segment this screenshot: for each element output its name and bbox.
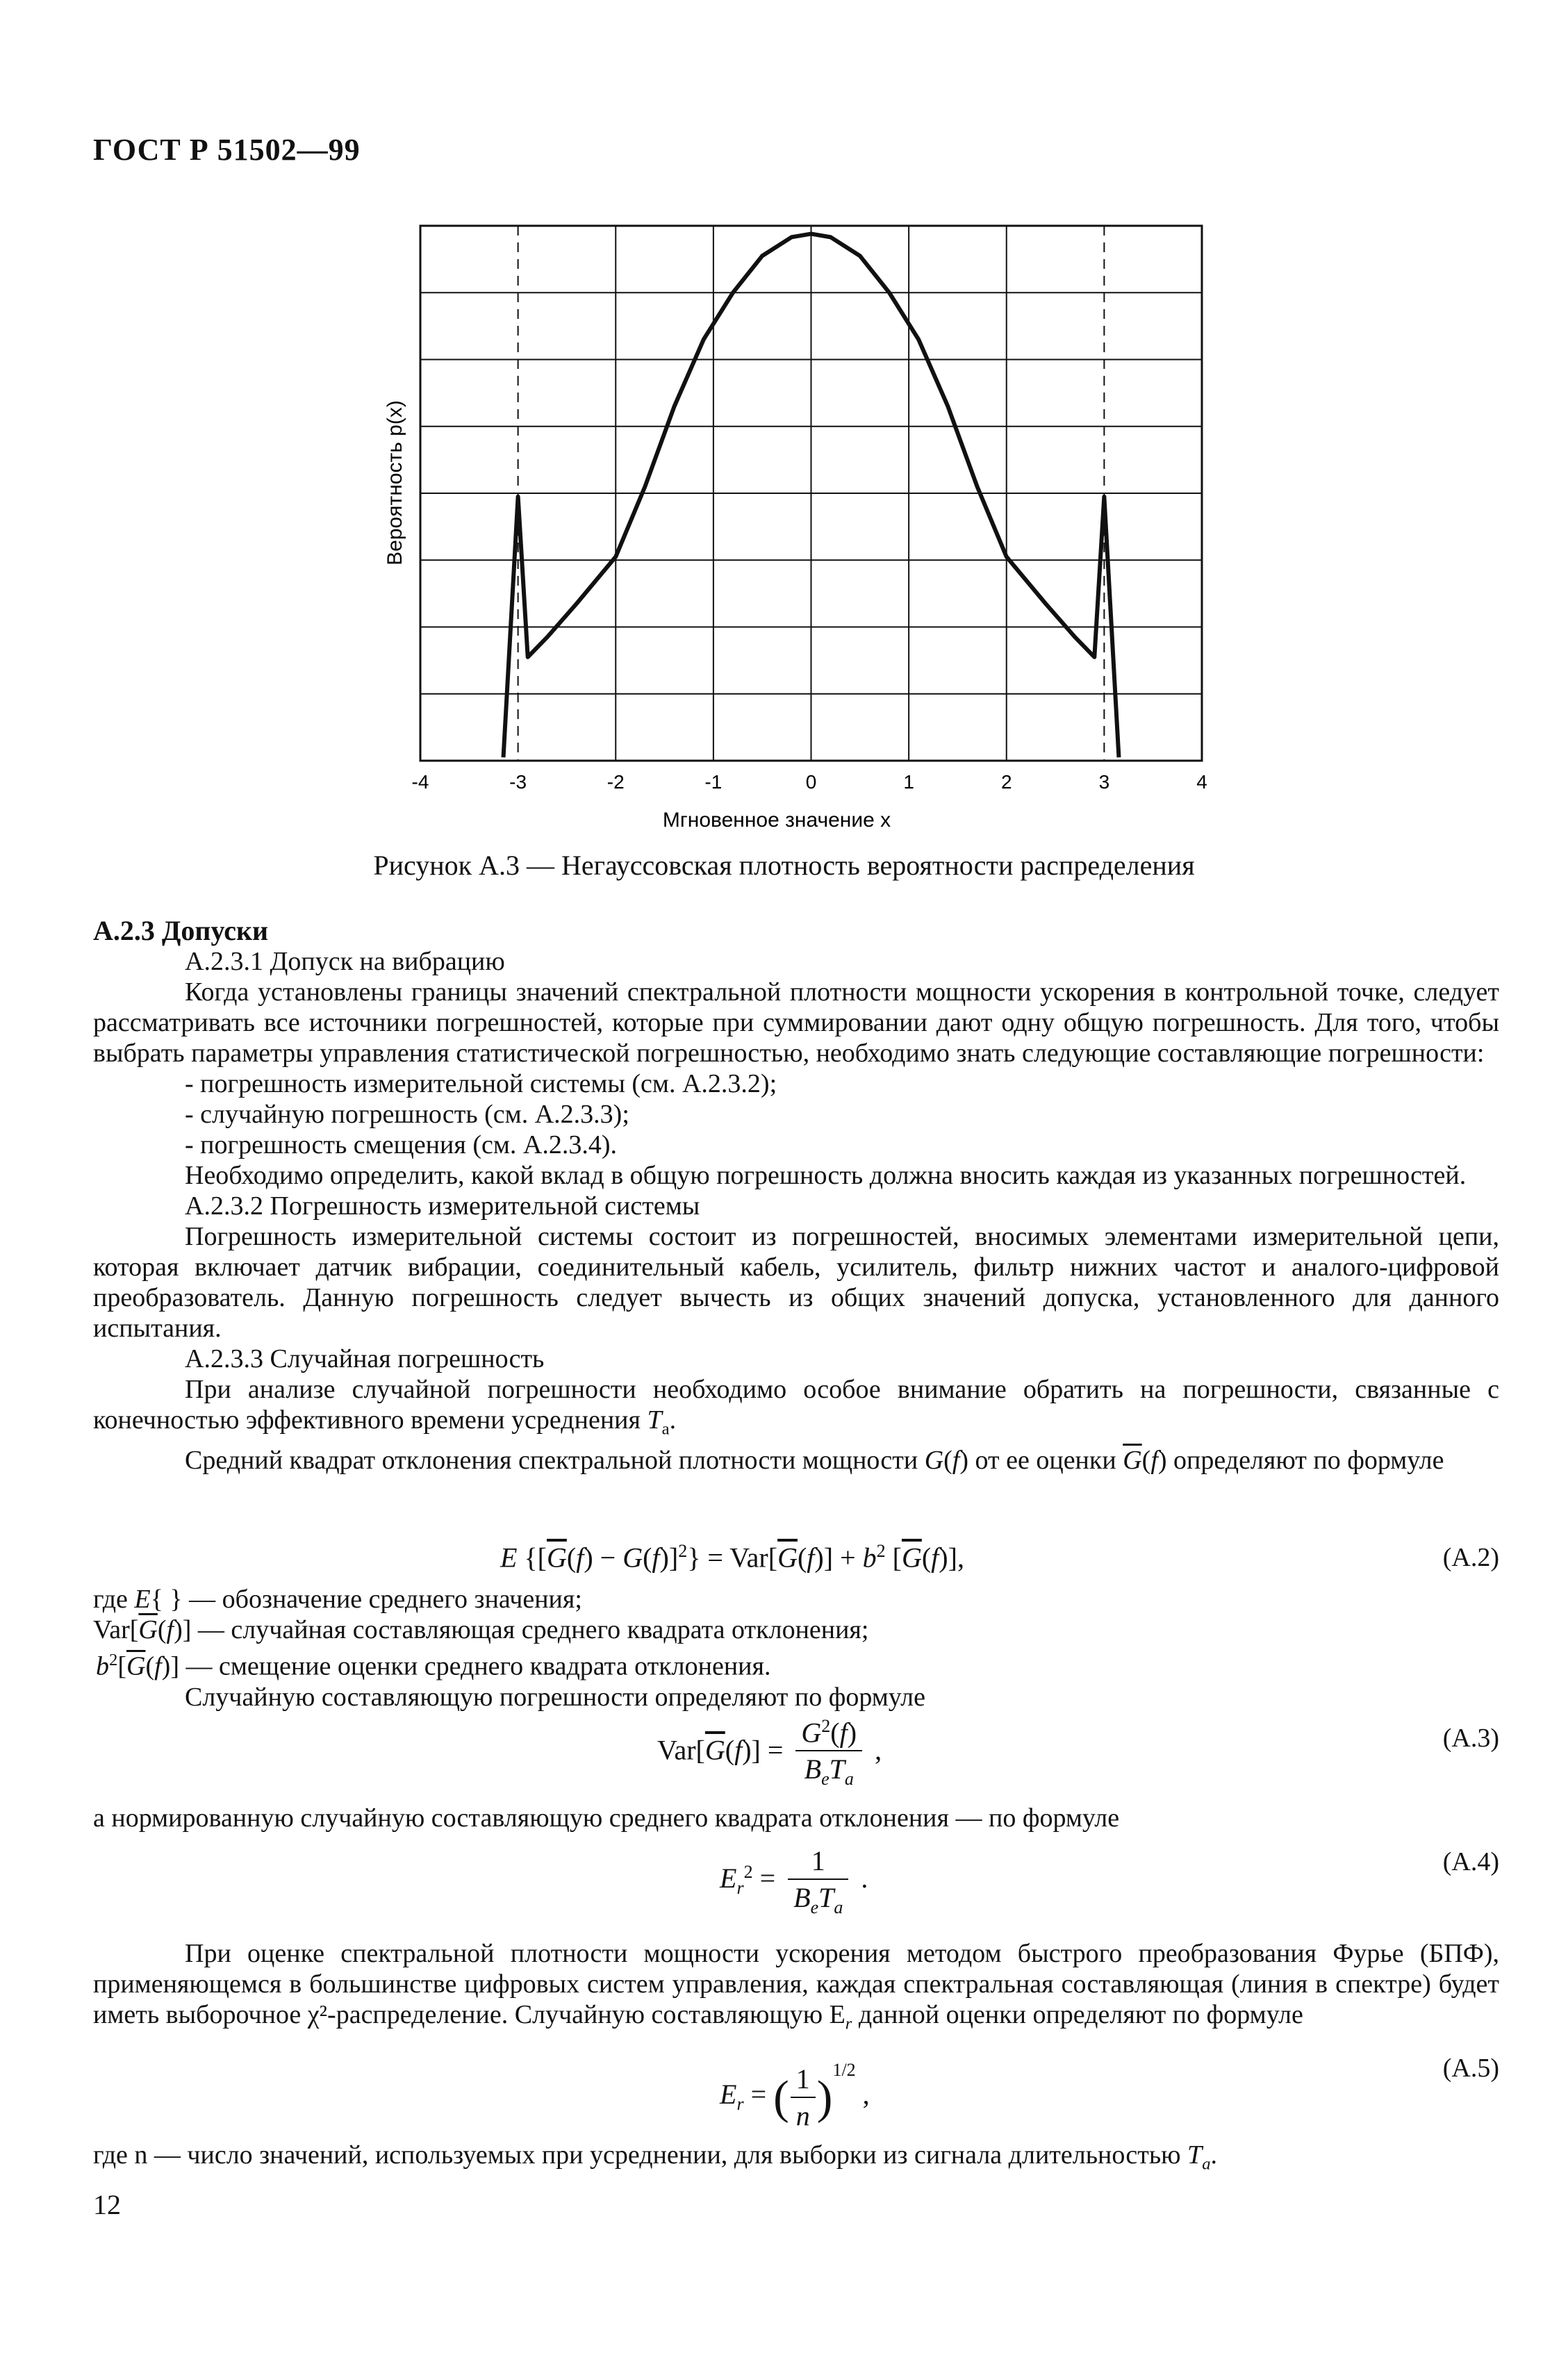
where-item: где E{ } — обозначение среднего значения; bbox=[93, 1585, 582, 1614]
x-tick-label: 0 bbox=[805, 771, 817, 793]
paragraph: Случайную составляющую погрешности определяют по формуле bbox=[185, 1682, 925, 1712]
probability-density-chart bbox=[375, 208, 1230, 834]
text-fragment: Средний квадрат отклонения спектральной плотности мощности bbox=[185, 1445, 918, 1475]
paragraph: При анализе случайной погрешности необходимо особое внимание обратить на погрешности, связанные с конечностью эффективного времени усреднения $T_a$. bbox=[93, 1375, 1499, 1439]
text-fragment: где n — число значений, используемых при усреднении, для выборки из сигнала длительностью bbox=[93, 2140, 1181, 2170]
paragraph: Средний квадрат отклонения спектральной плотности мощности G(f) от ее оценки $\overline{G}(f)$ определяют по формуле bbox=[185, 1445, 1444, 1475]
x-tick-label: 2 bbox=[1000, 771, 1012, 793]
text-fragment: данной оценки определяют по формуле bbox=[858, 2000, 1303, 2029]
paragraph: Погрешность измерительной системы состоит из погрешностей, вносимых элементами измерительной цепи, которая включает датчик вибрации, соединительный кабель, усилитель, фильтр нижних частот и аналого-цифровой преобразователь. Данную погрешность следует вычесть из общих значений допуска, установленного для данного испытания. bbox=[93, 1222, 1499, 1343]
subsection-title: А.2.3.1 Допуск на вибрацию bbox=[185, 947, 505, 976]
subsection-title: А.2.3.2 Погрешность измерительной системы bbox=[185, 1191, 700, 1221]
equation-number: (А.3) bbox=[1442, 1724, 1499, 1753]
x-tick-label: 4 bbox=[1196, 771, 1207, 793]
paragraph: При оценке спектральной плотности мощности ускорения методом быстрого преобразования Фурье (БПФ), применяющемся в большинстве цифровых систем управления, каждая спектральная составляющая (линия в спектре) будет иметь выборочное χ²-распределение. Случайную составляющую $E_r$ данной оценки определяют по формуле bbox=[93, 1939, 1499, 2033]
where-list bbox=[93, 1584, 1499, 1712]
document-header: ГОСТ Р 51502—99 bbox=[93, 133, 361, 167]
paragraph: Когда установлены границы значений спектральной плотности мощности ускорения в контрольной точке, следует рассматривать все источники погрешностей, которые при суммировании дают одну общую погрешность. Для того, чтобы выбрать параметры управления статистической погрешностью, необходимо знать следующие составляющие погрешности: bbox=[93, 977, 1499, 1068]
sub-a: a bbox=[661, 1419, 670, 1439]
page-number: 12 bbox=[93, 2189, 121, 2220]
paragraph-last bbox=[93, 2140, 1499, 2180]
paragraph-fft bbox=[93, 1938, 1499, 2040]
section-a23 bbox=[93, 916, 1499, 1476]
equation-a2: E $\{[\overline{G}(f) - G(f)]^2\} = Var[\overline{G}(f)] + b^2$ $[\overline{G}(f)]$, bbox=[500, 1541, 964, 1574]
var-t: T bbox=[647, 1405, 662, 1435]
list-item: - случайную погрешность (см. А.2.3.3); bbox=[185, 1100, 629, 1129]
section-title: А.2.3 Допуски bbox=[93, 915, 269, 946]
chart-grid bbox=[420, 226, 1202, 761]
paragraph: Необходимо определить, какой вклад в общую погрешность должна вносить каждая из указанных погрешностей. bbox=[185, 1161, 1467, 1190]
equation-a5: $E_r$ = ( $\frac{1}{n}$ )$^{1/2}$ , bbox=[720, 2060, 870, 2131]
paragraph: а нормированную случайную составляющую среднего квадрата отклонения — по формуле bbox=[93, 1803, 1120, 1833]
equation-number: (А.5) bbox=[1442, 2054, 1499, 2083]
x-tick-label: -3 bbox=[509, 771, 527, 793]
x-tick-label: -1 bbox=[704, 771, 723, 793]
paragraph-norm bbox=[93, 1803, 1499, 1833]
text-fragment: определяют по формуле bbox=[1173, 1445, 1444, 1475]
where-item: $b^2[\overline{G}(f)]$ — смещение оценки среднего квадрата отклонения. bbox=[96, 1651, 771, 1681]
x-tick-label: 1 bbox=[903, 771, 914, 793]
x-tick-label: -2 bbox=[606, 771, 625, 793]
list-item: - погрешность смещения (см. А.2.3.4). bbox=[185, 1130, 618, 1159]
equation-a4: $E_r^2$ = $\frac{1}{B_eT_a}$ . bbox=[720, 1845, 868, 1917]
equation-number: (А.4) bbox=[1442, 1847, 1499, 1876]
x-tick-labels bbox=[412, 771, 1207, 793]
figure-caption: Рисунок А.3 — Негауссовская плотность вероятности распределения bbox=[373, 850, 1195, 881]
x-axis-label: Мгновенное значение x bbox=[662, 809, 891, 832]
where-item: $Var[\overline{G}(f)]$ — случайная составляющая среднего квадрата отклонения; bbox=[93, 1615, 869, 1644]
x-tick-label: -4 bbox=[411, 771, 429, 793]
text-fragment: При анализе случайной погрешности необходимо особое внимание обратить на погрешности, связанные с конечностью эффективного времени усреднения bbox=[93, 1375, 1499, 1435]
x-tick-label: 3 bbox=[1098, 771, 1110, 793]
equation-number: (А.2) bbox=[1442, 1543, 1499, 1572]
text-fragment: При оценке спектральной плотности мощности ускорения методом быстрого преобразования Фурье (БПФ), применяющемся в большинстве цифровых систем управления, каждая спектральная составляющая (линия в спектре) будет иметь выборочное χ²-распределение. Случайную составляющую E bbox=[93, 1939, 1499, 2029]
text-fragment: от ее оценки bbox=[975, 1445, 1116, 1475]
subsection-title: А.2.3.3 Случайная погрешность bbox=[185, 1344, 545, 1373]
y-axis-label: Вероятность p(x) bbox=[383, 400, 406, 565]
list-item: - погрешность измерительной системы (см. А.2.3.2); bbox=[185, 1069, 777, 1098]
equation-a3: $Var[\overline{G}(f)]$ = $\frac{G^2(f)}{B_eT_a}$ , bbox=[657, 1716, 882, 1790]
paragraph: где n — число значений, используемых при усреднении, для выборки из сигнала длительностью $T_a$. bbox=[93, 2140, 1218, 2174]
